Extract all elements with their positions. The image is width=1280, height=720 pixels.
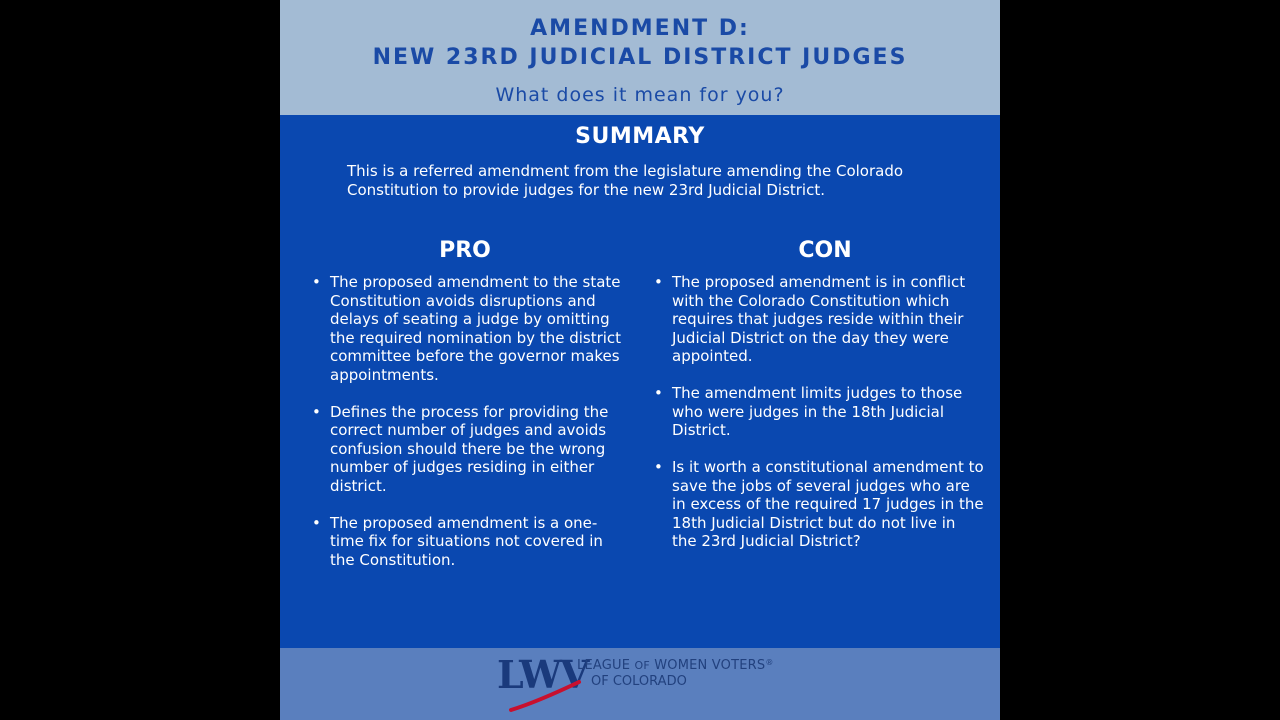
subtitle: What does it mean for you? — [495, 84, 785, 106]
bullet-icon: • — [654, 384, 663, 402]
registered-mark: ® — [765, 658, 774, 667]
pro-item-text: The proposed amendment to the state Constitution avoids disruptions and delays of seating a judge by omitting the required nomination by the district committee before the governor makes appointments. — [330, 273, 622, 384]
con-item-text: Is it worth a constitutional amendment to save the jobs of several judges who are in excess of the required 17 judges in the 18th Judicial District but do not live in the 23rd Judicial District? — [672, 458, 984, 550]
summary-text: This is a referred amendment from the legislature amending the Colorado Constitution to provide judges for the new 23rd Judicial District. — [347, 162, 904, 199]
lwv-logo — [497, 652, 797, 716]
infographic-panel — [280, 0, 1000, 720]
con-item — [654, 458, 984, 551]
con-item — [654, 273, 984, 366]
bullet-icon: • — [312, 273, 321, 291]
pro-item — [312, 514, 622, 570]
bullet-icon: • — [312, 513, 321, 532]
title-line-2: NEW 23RD JUDICIAL DISTRICT JUDGES — [372, 45, 908, 70]
footer — [280, 648, 1000, 720]
con-item-text: The proposed amendment is in conflict with the Colorado Constitution which requires that judges reside within their Judicial District on the day they were appointed. — [672, 273, 966, 365]
pro-item — [312, 403, 622, 496]
title-line-1: AMENDMENT D: — [530, 16, 750, 41]
org-name-line-2: OF COLORADO — [591, 674, 687, 689]
pro-item-text: The proposed amendment is a one-time fix for situations not covered in the Constitution. — [330, 513, 603, 569]
bullet-icon: • — [654, 273, 663, 291]
con-heading: CON — [798, 238, 852, 263]
org-words-women-voters: WOMEN VOTERS — [654, 658, 766, 673]
header — [280, 0, 1000, 115]
pro-heading: PRO — [439, 238, 491, 263]
pro-list — [312, 273, 622, 588]
logo-swoosh-icon — [497, 652, 587, 716]
con-list — [654, 273, 984, 569]
con-item-text: The amendment limits judges to those who were judges in the 18th Judicial District. — [672, 384, 963, 439]
lwv-logo-letters: LWV — [497, 652, 588, 697]
con-item — [654, 384, 984, 440]
pro-item-text: Defines the process for providing the correct number of judges and avoids confusion should there be the wrong number of judges residing in either district. — [330, 402, 609, 495]
bullet-icon: • — [312, 402, 321, 421]
org-name-line-1 — [577, 658, 774, 673]
org-word-of: OF — [634, 659, 650, 672]
pro-item — [312, 273, 622, 384]
summary-heading: SUMMARY — [575, 124, 705, 149]
content-area — [280, 115, 1000, 648]
bullet-icon: • — [654, 458, 663, 476]
org-word-league: LEAGUE — [577, 658, 631, 673]
